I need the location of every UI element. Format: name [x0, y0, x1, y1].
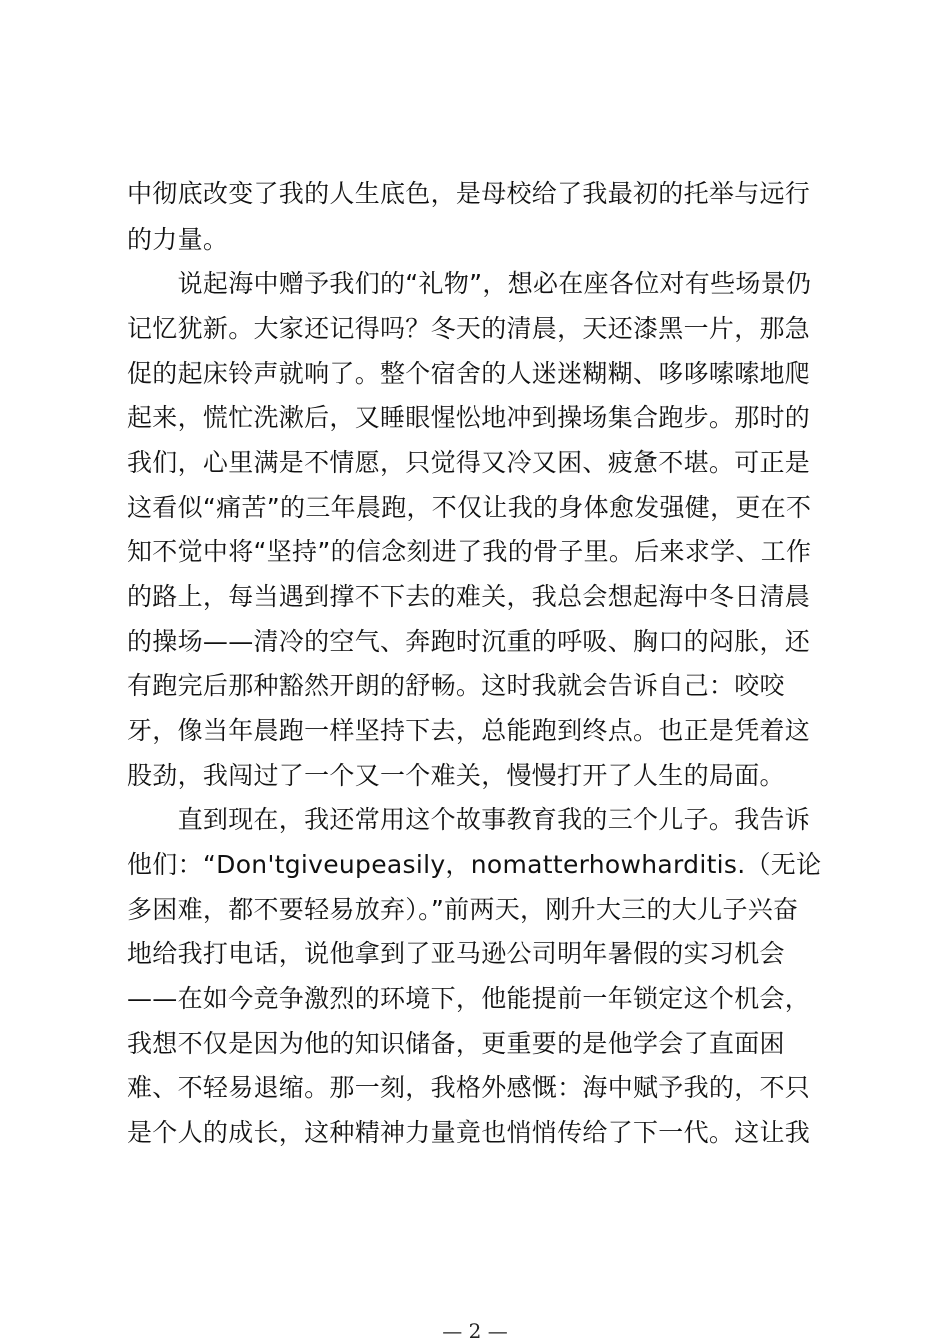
text-line: 的路上，每当遇到撑不下去的难关，我总会想起海中冬日清晨	[127, 582, 811, 611]
text-line: 难、不轻易退缩。那一刻，我格外感慨：海中赋予我的，不只	[127, 1073, 811, 1102]
text-line: 我想不仅是因为他的知识储备，更重要的是他学会了直面困	[127, 1029, 785, 1058]
text-line: 股劲，我闯过了一个又一个难关，慢慢打开了人生的局面。	[127, 761, 785, 790]
text-line: 有跑完后那种豁然开朗的舒畅。这时我就会告诉自己：咬咬	[127, 671, 785, 700]
text-line: 中彻底改变了我的人生底色，是母校给了我最初的托举与远行	[127, 179, 811, 208]
text-line: ——在如今竞争激烈的环境下，他能提前一年锁定这个机会，	[127, 984, 811, 1013]
page-number: — 2 —	[442, 1319, 508, 1343]
text-line: 多困难，都不要轻易放弃）。”前两天，刚升大三的大儿子兴奋	[127, 895, 799, 924]
text-line: 直到现在，我还常用这个故事教育我的三个儿子。我告诉	[127, 805, 811, 834]
text-line: 记忆犹新。大家还记得吗？冬天的清晨，天还漆黑一片，那急	[127, 314, 811, 343]
text-line: 的操场——清冷的空气、奔跑时沉重的呼吸、胸口的闷胀，还	[127, 627, 811, 656]
text-line: 促的起床铃声就响了。整个宿舍的人迷迷糊糊、哆哆嗦嗦地爬	[127, 359, 811, 388]
text-line: 是个人的成长，这种精神力量竟也悄悄传给了下一代。这让我	[127, 1118, 811, 1147]
text-line: 他们：“Don'tgiveupeasily，nomatterhowharditis.（无论	[127, 850, 822, 879]
text-line: 起来，慌忙洗漱后，又睡眼惺忪地冲到操场集合跑步。那时的	[127, 403, 811, 432]
text-line: 我们，心里满是不情愿，只觉得又冷又困、疲惫不堪。可正是	[127, 448, 811, 477]
text-line: 这看似“痛苦”的三年晨跑，不仅让我的身体愈发强健，更在不	[127, 493, 812, 522]
text-line: 说起海中赠予我们的“礼物”，想必在座各位对有些场景仍	[127, 269, 812, 298]
text-line: 地给我打电话，说他拿到了亚马逊公司明年暑假的实习机会	[127, 939, 785, 968]
text-line: 的力量。	[127, 225, 229, 254]
text-line: 牙，像当年晨跑一样坚持下去，总能跑到终点。也正是凭着这	[127, 716, 811, 745]
text-line: 知不觉中将“坚持”的信念刻进了我的骨子里。后来求学、工作	[127, 537, 812, 566]
